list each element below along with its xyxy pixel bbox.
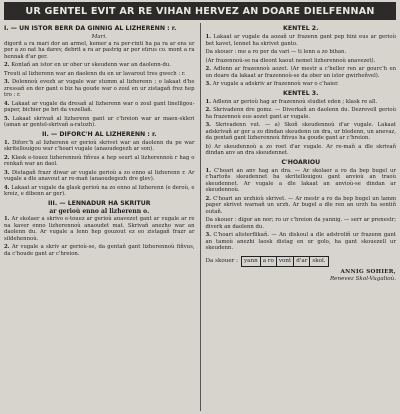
section-title: KENTEL 3. — [283, 89, 319, 97]
word-cell: skol. — [312, 257, 326, 264]
word-cell: d'ar — [294, 257, 310, 266]
paragraph: 2. Adlenn ar frazennoù aozet. (Ar mestr a c'heller ren ar gourc'h en un doare da lakaat ar frazennoù-se da ober un istor gwirheñvel). — [205, 66, 396, 79]
word-cell: yann — [242, 257, 261, 266]
paragraph: 2. Ar vugale a skriv ar gerioù-se, da gentañ gant lizherennoù fiñvus, da c'houde gant ar c'hreion. — [4, 244, 195, 257]
paragraph: (Ar frazennoù-se na dleont kaout nemet lizherennoù anavezet). — [205, 57, 376, 64]
section-title: III. — LENNADUR HA SKRITUR — [47, 199, 151, 207]
paragraph: b) Ar skeudennoù a zo roet d'ar vugale. Ar re-mañ a dle skrivañ dindan anv an dra skeudennet. — [205, 143, 396, 156]
paragraph: Treuti al lizherenn war an daolenn du en ur lavarout tres gwech : r. — [4, 70, 186, 77]
paragraph: 2. Skrivadenn dre gomz. — Diverkañ an daolenn du. Dezrevell gerioù ha frazennoù eus aozet gant ar vugale. — [205, 107, 396, 120]
section-title: C'HOARIOU — [281, 158, 321, 166]
paragraph: 3. Ar vugale a adskriv ar frazennoù war o c'haier. — [205, 81, 339, 87]
section-subtitle: Mari. — [91, 34, 107, 40]
paragraph: 2. C'hoari an urzhioù skrivet. — Ar mestr a ro da bep bugel un lamm paper skrivet warnañ un urzh. Ar bugel a dle ren an urzh ha sentiñ outañ. — [205, 195, 396, 215]
columns — [4, 23, 396, 411]
paragraph: 2. Kontañ an istor en ur ober ur skeudenn war an daolenn-du. — [4, 62, 171, 68]
word-cell: a ro — [261, 257, 277, 266]
paragraph: 3. Dolennoù evezh ar vugale war stumm al lizherenn ; o lakaat d'he zressañ en der gant o biz ha goude war o zoul en ur zistagañ frez hep tro : r. — [4, 79, 195, 98]
word-cell: vont — [277, 257, 294, 266]
right-column — [200, 23, 397, 411]
section-title: II. — DIFORC'H AL LIZHERENN : r. — [41, 130, 157, 138]
paragraph: 1. Diforc'h al lizherenn er gerioù skrivet war an daolenn du pe war skritellouigou war c'hoari vugale (anaoudegezh ar son). — [4, 139, 195, 152]
paragraph: 1. C'hoari an anv hag an dra. — Ar skolaer a ro da bep bugel ur c'hartoñs skeudennet ha skritellouigou gant anvioù an traoù skeudennet. Ar vugale a dle lakaat an anvioù-se dindan ar skeudennoù. — [205, 167, 396, 193]
paragraph: 1. Ar skolaer a skrivo e-touez ar gerioù anavezet gant ar vugale ar re na kaver enno lizherennoù anaoudet mat. Skrivañ anezho war an daolenn du. Ar vugale a lenn hep gouzout ez eo zistagañ frazr ar sildehennoù. — [4, 216, 195, 242]
paragraph: 4. Lakaat ar vugale da dresañ al lizherenn war o zoul gant linelligou-paper, bichier pe bri da vezellañ. — [4, 100, 195, 113]
signature — [206, 269, 397, 283]
paragraph: 4. Lakaat ar vugale da glask gerioù na zo enno al lizherenn (e deroù, e kreiz, e dibenn ar ger). — [4, 184, 195, 197]
paragraph: 3. Skrivadenn vut. — a) Skoñ skeudennoù d'ar vugale. Lakaat adskrivañ ar ger a zo dindan skeudenn un dra, ur bledenn, un anevaz, da gentañ gant lizherennoù fiñvus ha goude gant ar c'hreion. — [205, 122, 396, 141]
example-sentence — [206, 256, 397, 267]
paragraph: 1. Adlenn ar gerioù hag ar frazennoù studiet eden ; klask re all. — [205, 98, 378, 105]
section-title: KENTEL 2. — [283, 25, 319, 32]
paragraph: Da skouer : digor an nor; ro ur c'hreion da yannig. — serr ar prenestr; diverk an daolenn du. — [205, 217, 396, 230]
section-subtitle: ar gerioù enno al lizherenn o. — [49, 207, 150, 215]
paragraph: 2. Klask e-touez lizherennoù fiñvus a hep seurt al lizherennoù r hag o renkañ war an daol. — [4, 154, 195, 167]
example-label: Da skouer : — [205, 257, 238, 264]
author-affiliation: Renevez Skol-Vugalioù. — [329, 275, 396, 282]
paragraph: 5. Lakaat skrivañ al lizherenn gant ur c'hreion war ar maen-skleri (aman ar gentel-skrivañ a-ratozh). — [4, 115, 195, 128]
section-title: I. — UN ISTOR BERR DA GINNIG AL LIZHERENN : r. — [4, 25, 177, 32]
left-column — [4, 23, 200, 411]
paragraph: digorit a ra mari dor an armel, kemer a ra per-rinti ha pa ra ar ens ur per a zo nat ha darev, debrit a ra ar pastrig ar per eürus co. mont a ra hennak d'ar ger. — [4, 40, 195, 60]
paragraph: Da skouer : me a ro per da vari — ti lenn a zo bihan. — [205, 49, 347, 55]
page-banner: UR GENTEL EVIT AR RE VIHAN HERVEZ AN DOARE DIELFENNAN — [4, 2, 396, 20]
author-name: ANNIG SOHIER, — [340, 268, 396, 275]
paragraph: 1. Lakaat ar vugale da aozañ ur frazenn gant pep hini eus ar gerioù bet kavet, lennet ha skrivet ganto. — [205, 34, 396, 47]
paragraph: 3. Distagañ frazr diwar ar vugale gerioù a zo enno al lizherenn r. Ar vugale a dle anavout ar re-mañ (anaoudegezh dre glev). — [4, 169, 195, 182]
paragraph: 3. C'hoari alisterflikañ. — An diskoul a dle adstroliñ ur frazenn gant an tamoù anezhi laosk distag en ur golo, ha gant skouezell ur skeudenn. — [205, 232, 396, 251]
word-cells — [241, 256, 329, 267]
